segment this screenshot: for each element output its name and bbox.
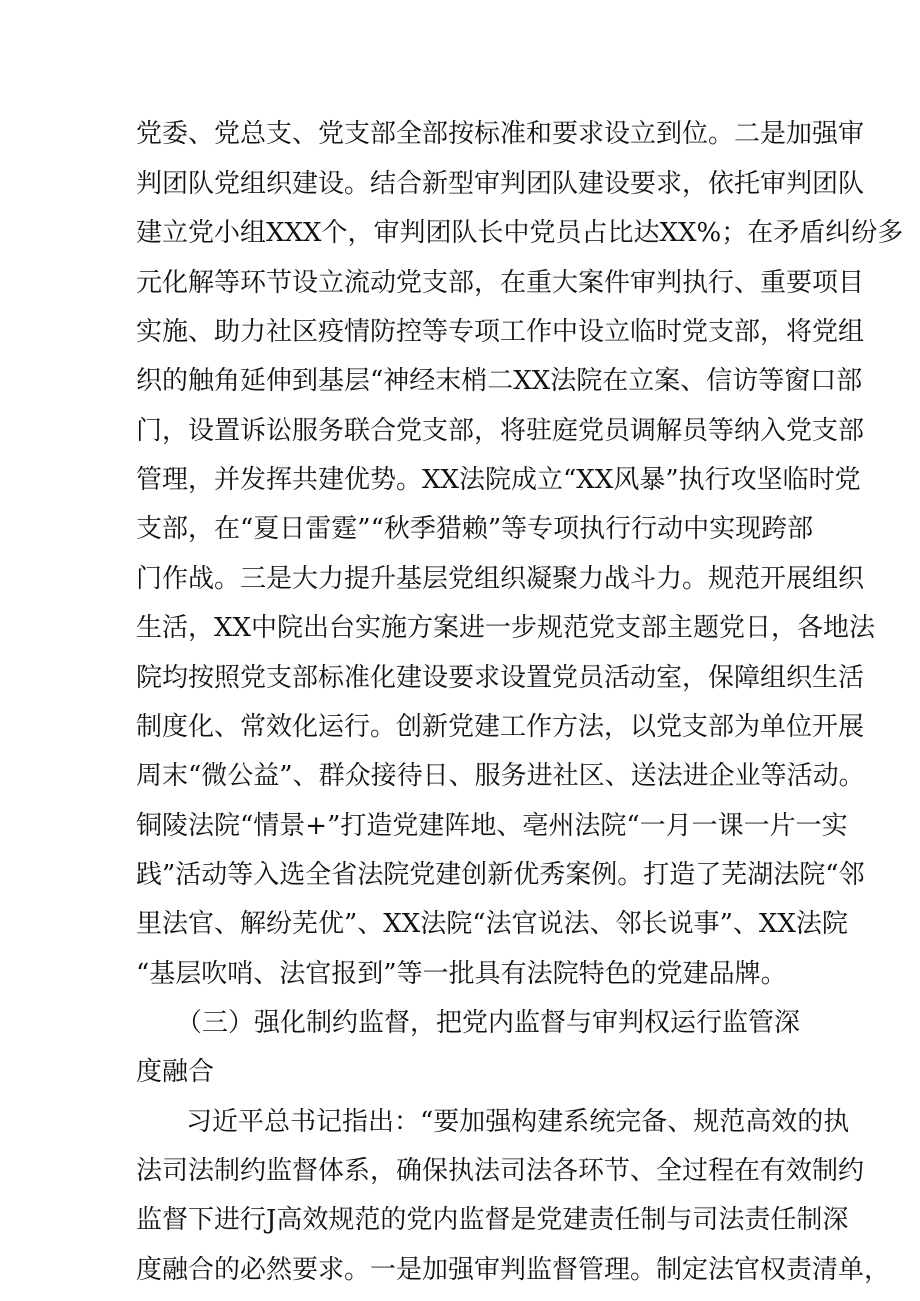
- body-text-line: 管理，并发挥共建优势。XX法院成立“XX风暴”执行攻坚临时党: [136, 465, 861, 495]
- body-text-line: 里法官、解纷芜优”、XX法院“法官说法、邻长说事”、XX法院: [136, 909, 848, 939]
- body-text-line: 监督下进行J高效规范的党内监督是党建责任制与司法责任制深: [136, 1205, 849, 1235]
- body-text-line: 门作战。三是大力提升基层党组织凝聚力战斗力。规范开展组织: [136, 564, 865, 594]
- body-text-line: 党委、党总支、党支部全部按标准和要求设立到位。二是加强审: [136, 119, 865, 149]
- section-heading: （三）强化制约监督，把党内监督与审判权运行监管深: [176, 1008, 801, 1038]
- body-text-line: 生活，XX中院出台实施方案进一步规范党支部主题党日，各地法: [136, 613, 876, 643]
- body-text-line: 周末“微公益”、群众接待日、服务进社区、送法进企业等活动。: [136, 761, 865, 791]
- body-text-line: 元化解等环节设立流动党支部，在重大案件审判执行、重要项目: [136, 268, 865, 298]
- body-text-line: 法司法制约监督体系，确保执法司法各环节、全过程在有效制约: [136, 1156, 865, 1186]
- body-text-line: 度融合的必然要求。一是加强审判监督管理。制定法官权责清单，: [136, 1255, 891, 1285]
- body-text-line: “基层吹哨、法官报到”等一批具有法院特色的党建品牌。: [136, 959, 787, 989]
- section-heading-continuation: 度融合: [136, 1057, 215, 1087]
- body-text-line: 织的触角延伸到基层“神经末梢二XX法院在立案、信访等窗口部: [136, 366, 863, 396]
- body-text-line: 践”活动等入选全省法院党建创新优秀案例。打造了芜湖法院“邻: [136, 860, 865, 890]
- body-text-line: 支部，在“夏日雷霆”“秋季猎赖”等专项执行行动中实现跨部: [136, 514, 814, 544]
- body-text-line: 习近平总书记指出：“要加强构建系统完备、规范高效的执: [186, 1107, 850, 1137]
- body-text-line: 建立党小组XXX个，审判团队长中党员占比达XX%；在矛盾纠纷多: [136, 218, 904, 248]
- body-text-line: 判团队党组织建设。结合新型审判团队建设要求，依托审判团队: [136, 169, 865, 199]
- body-text-line: 制度化、常效化运行。创新党建工作方法，以党支部为单位开展: [136, 712, 865, 742]
- body-text-line: 铜陵法院“情景+”打造党建阵地、亳州法院“一月一课一片一实: [136, 811, 848, 841]
- body-text-line: 院均按照党支部标准化建设要求设置党员活动室，保障组织生活: [136, 663, 865, 693]
- body-text-line: 门，设置诉讼服务联合党支部，将驻庭党员调解员等纳入党支部: [136, 416, 865, 446]
- body-text-line: 实施、助力社区疫情防控等专项工作中设立临时党支部，将党组: [136, 317, 865, 347]
